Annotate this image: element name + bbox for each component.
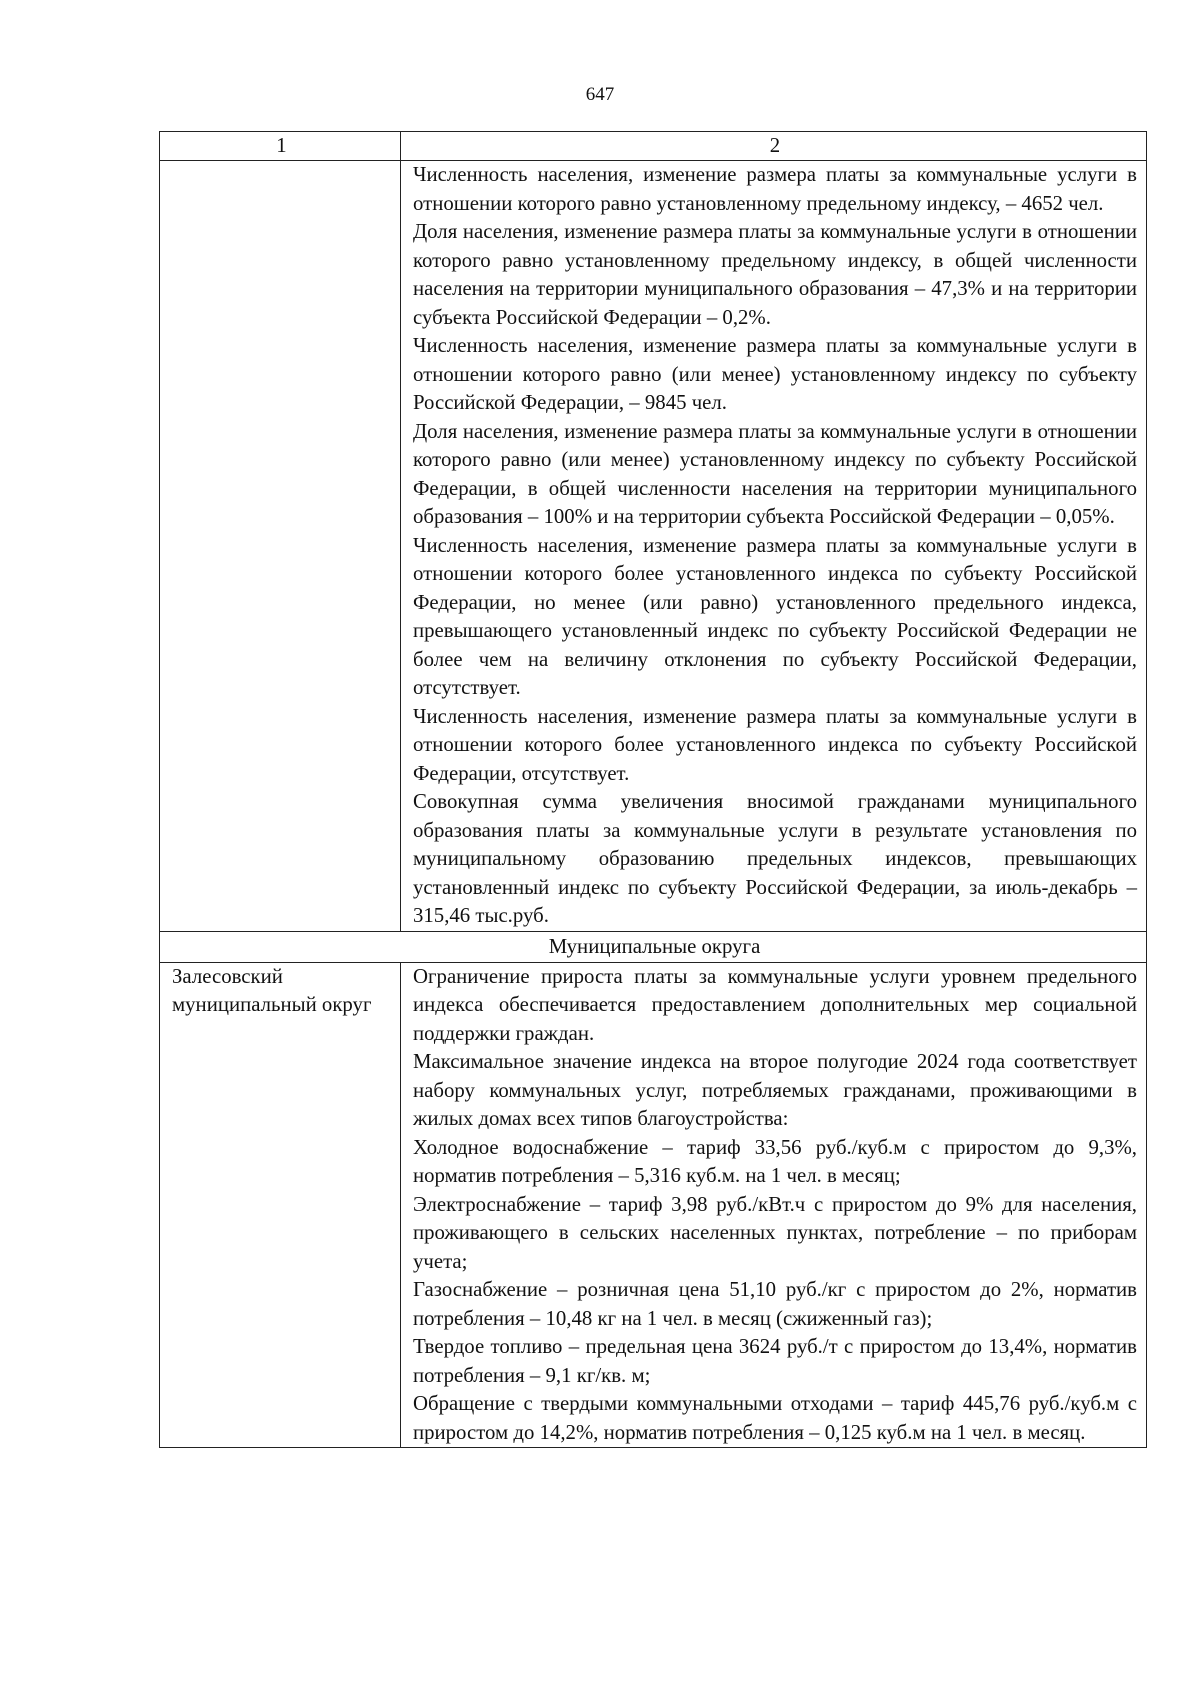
page-number: 647 xyxy=(585,84,615,105)
empty-name-cell xyxy=(160,161,401,932)
paragraph: Доля населения, изменение размера платы за коммунальные услуги в отношении которого равно (или менее) установленному индексу по субъекту Российской Федерации, в общей численности населения на территории муниципального образования – 100% и на территории субъекта Российской Федерации – 0,05%. xyxy=(413,419,1137,528)
paragraph: Холодное водоснабжение – тариф 33,56 руб./куб.м с приростом до 9,3%, норматив потребления – 5,316 куб.м. на 1 чел. в месяц; xyxy=(413,1135,1137,1187)
paragraph: Максимальное значение индекса на второе полугодие 2024 года соответствует набору коммунальных услуг, потребляемых гражданами, проживающими в жилых домах всех типов благоустройства: xyxy=(413,1050,1137,1130)
column-header-1: 1 xyxy=(160,132,401,161)
table-row xyxy=(160,962,1147,1448)
paragraph: Электроснабжение – тариф 3,98 руб./кВт.ч с приростом до 9% для населения, проживающего в сельских населенных пунктах, потребление – по приборам учета; xyxy=(413,1192,1137,1273)
paragraph: Численность населения, изменение размера платы за коммунальные услуги в отношении которого более установленного индекса по субъекту Российской Федерации, отсутствует. xyxy=(413,704,1137,785)
paragraph: Обращение с твердыми коммунальными отходами – тариф 445,76 руб./куб.м с приростом до 14,2%, норматив потребления – 0,125 куб.м на 1 чел. в месяц. xyxy=(413,1392,1137,1444)
table-row xyxy=(160,161,1147,932)
paragraph: Газоснабжение – розничная цена 51,10 руб./кг с приростом до 2%, норматив потребления – 10,48 кг на 1 чел. в месяц (сжиженный газ); xyxy=(413,1278,1137,1330)
district-text-cell xyxy=(401,962,1147,1448)
paragraph: Численность населения, изменение размера платы за коммунальные услуги в отношении которого равно (или менее) установленному индексу по субъекту Российской Федерации, – 9845 чел. xyxy=(413,334,1137,414)
paragraph: Доля населения, изменение размера платы за коммунальные услуги в отношении которого равно установленному предельному индексу, в общей численности населения на территории муниципального образования – 47,3% и на территории субъекта Российской Федерации – 0,2%. xyxy=(413,220,1137,329)
section-row xyxy=(160,931,1147,962)
paragraph: Твердое топливо – предельная цена 3624 руб./т с приростом до 13,4%, норматив потребления – 9,1 кг/кв. м; xyxy=(413,1335,1137,1387)
document-table xyxy=(159,131,1147,1448)
paragraph: Численность населения, изменение размера платы за коммунальные услуги в отношении которого равно установленному предельному индексу, – 4652 чел. xyxy=(413,163,1137,215)
table-header-row xyxy=(160,132,1147,161)
paragraph: Численность населения, изменение размера платы за коммунальные услуги в отношении которого более установленного индекса по субъекту Российской Федерации, но менее (или равно) установленного предельного индекса, превышающего установленный индекс по субъекту Российской Федерации не более чем на величину отклонения по субъекту Российской Федерации, отсутствует. xyxy=(413,533,1137,699)
section-title: Муниципальные округа xyxy=(160,931,1147,962)
district-name: Залесовский муниципальный округ xyxy=(160,962,401,1448)
paragraph: Ограничение прироста платы за коммунальные услуги уровнем предельного индекса обеспечивается предоставлением дополнительных мер социальной поддержки граждан. xyxy=(413,964,1137,1045)
paragraph: Совокупная сумма увеличения вносимой гражданами муниципального образования платы за коммунальные услуги в результате установления по муниципальному образованию предельных индексов, превышающих установленный индекс по субъекту Российской Федерации, за июль-декабрь – 315,46 тыс.руб. xyxy=(413,790,1137,927)
column-header-2: 2 xyxy=(401,132,1147,161)
continuation-text-cell xyxy=(401,161,1147,932)
